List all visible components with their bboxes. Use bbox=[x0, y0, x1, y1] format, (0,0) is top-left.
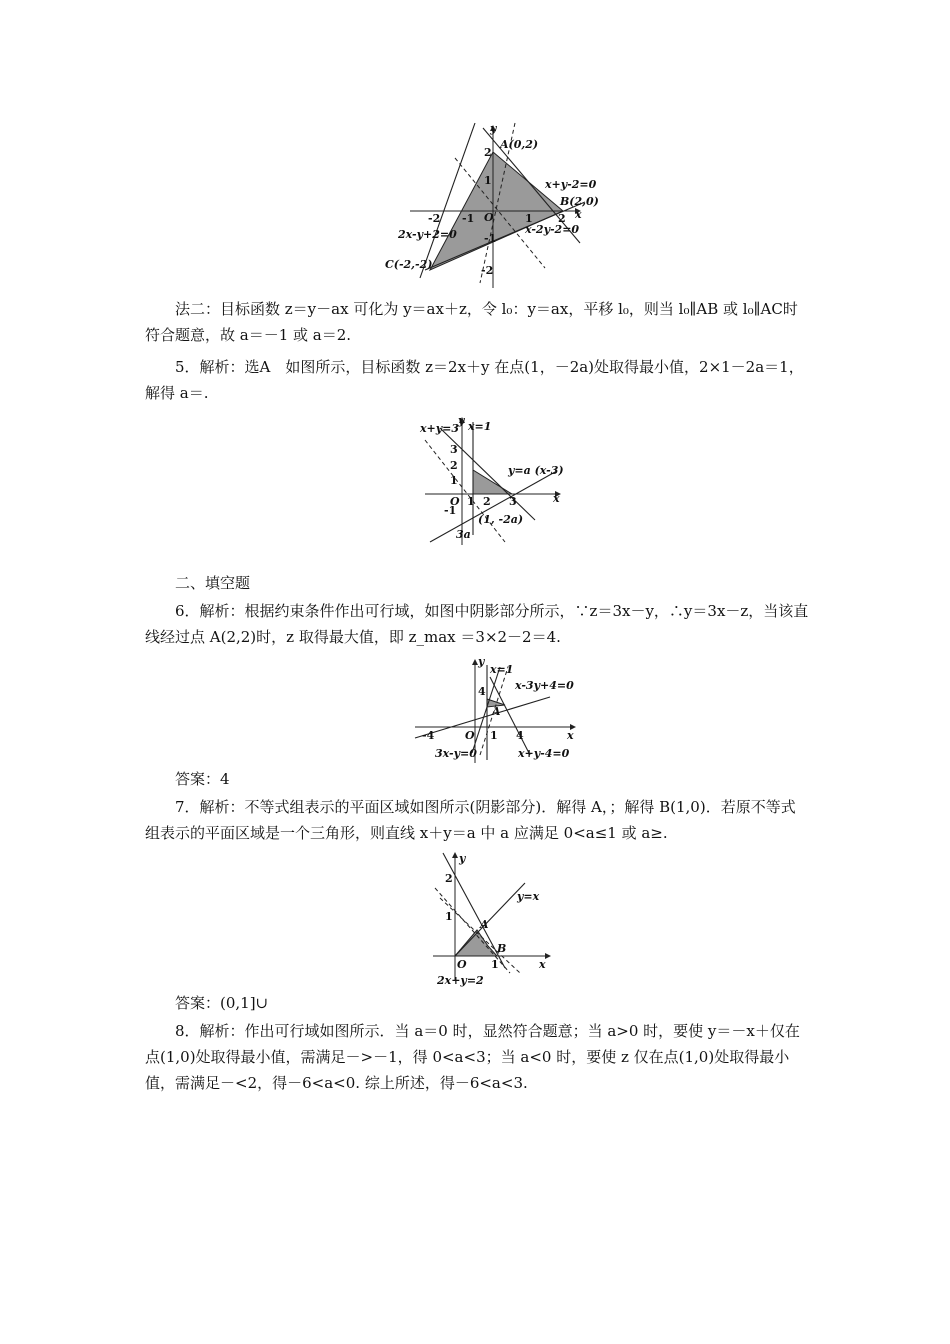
label-o: O bbox=[465, 729, 475, 742]
paragraph-q6: 6．解析：根据约束条件作出可行域，如图中阴影部分所示，∵z＝3x－y，∴y＝3x－z，当该直线经过点 A(2,2)时，z 取得最大值，即 z_max ＝3×2－2＝4. bbox=[145, 602, 809, 646]
label-x: x bbox=[567, 729, 574, 742]
tick-x3: 3 bbox=[509, 495, 517, 508]
answer-q7: 答案：(0,1]∪ bbox=[175, 994, 269, 1012]
figure-4 bbox=[425, 848, 555, 988]
label-l2: 2x+y=2 bbox=[437, 974, 484, 987]
label-l1: x=1 bbox=[490, 663, 514, 676]
tick-x1: 1 bbox=[490, 729, 498, 742]
label-o: O bbox=[457, 958, 467, 971]
label-y: y bbox=[478, 655, 485, 668]
label-l1: x+y-2=0 bbox=[545, 178, 597, 191]
tick-y2: 2 bbox=[484, 146, 492, 159]
label-l2: x=1 bbox=[468, 420, 492, 433]
label-b: B(2,0) bbox=[560, 195, 599, 208]
label-l3: 2x-y+2=0 bbox=[398, 228, 457, 241]
tick-y3: 3 bbox=[450, 443, 458, 456]
paragraph-q8: 8．解析：作出可行域如图所示．当 a＝0 时，显然符合题意；当 a>0 时，要使 y＝－x＋仅在点(1,0)处取得最小值，需满足－>－1，得 0<a<3；当 a<0 时，要使 z 仅在点(1,0)处取得最小值，需满足－<2，得－6<a<0. 综上所述，得－6<a<3. bbox=[145, 1022, 800, 1092]
tick-x2: 2 bbox=[558, 212, 566, 225]
label-x: x bbox=[575, 208, 582, 221]
tick-x1: 1 bbox=[525, 212, 533, 225]
label-x: x bbox=[553, 492, 560, 505]
label-l3: y=a (x-3) bbox=[508, 464, 564, 477]
answer-q6: 答案：4 bbox=[175, 770, 230, 788]
tick-y1: 1 bbox=[484, 174, 492, 187]
section-heading: 二、填空题 bbox=[175, 574, 251, 592]
label-l1: x+y=3 bbox=[420, 422, 460, 435]
tick-y2: 2 bbox=[445, 872, 453, 885]
label-a: A bbox=[480, 918, 489, 931]
label-a: A bbox=[492, 705, 501, 718]
label-3a: 3a bbox=[456, 528, 471, 541]
tick-x4: 4 bbox=[516, 729, 524, 742]
label-y: y bbox=[459, 852, 466, 865]
figure-2 bbox=[410, 410, 570, 550]
label-y: y bbox=[458, 414, 465, 427]
tick-x1: 1 bbox=[467, 495, 475, 508]
line-x-3y+4 bbox=[415, 697, 550, 738]
label-l1: y=x bbox=[517, 890, 540, 903]
tick-ym1: -1 bbox=[484, 232, 497, 245]
label-l2: x-2y-2=0 bbox=[525, 223, 580, 236]
figure-3 bbox=[410, 655, 580, 765]
paragraph-q5: 5．解析：选A 如图所示，目标函数 z＝2x＋y 在点(1，－2a)处取得最小值，2×1－2a＝1，解得 a＝. bbox=[145, 358, 804, 402]
figure-1 bbox=[380, 118, 600, 288]
label-b: B bbox=[497, 942, 507, 955]
tick-xm1: -1 bbox=[462, 212, 475, 225]
dashed-line-2 bbox=[435, 888, 510, 973]
label-c: C(-2,-2) bbox=[385, 258, 433, 271]
tick-y4: 4 bbox=[478, 685, 486, 698]
tick-xm4: -4 bbox=[422, 729, 435, 742]
tick-x2: 2 bbox=[483, 495, 491, 508]
label-l2: x-3y+4=0 bbox=[515, 679, 574, 692]
tick-ym2: -2 bbox=[481, 264, 494, 277]
paragraph-q7: 7．解析：不等式组表示的平面区域如图所示(阴影部分)．解得 A，；解得 B(1,0)．若原不等式组表示的平面区域是一个三角形，则直线 x＋y＝a 中 a 应满足 0<a≤1 或 a≥. bbox=[145, 798, 796, 842]
label-a: A(0,2) bbox=[500, 138, 539, 151]
label-l4: x+y-4=0 bbox=[518, 747, 570, 760]
label-o: O bbox=[484, 211, 494, 224]
label-l3: 3x-y=0 bbox=[435, 747, 477, 760]
paragraph-method-2: 法二：目标函数 z＝y－ax 可化为 y＝ax＋z，令 l₀：y＝ax，平移 l₀，则当 l₀∥AB 或 l₀∥AC时符合题意，故 a＝－1 或 a＝2. bbox=[145, 300, 798, 344]
tick-y2: 2 bbox=[450, 459, 458, 472]
tick-x1: 1 bbox=[491, 958, 499, 971]
tick-y1: 1 bbox=[445, 910, 453, 923]
label-x: x bbox=[539, 958, 546, 971]
label-o: O bbox=[450, 495, 460, 508]
tick-ym1: -1 bbox=[444, 504, 457, 517]
feasible-region bbox=[473, 470, 512, 494]
tick-xm2: -2 bbox=[428, 212, 441, 225]
label-y: y bbox=[490, 122, 497, 135]
label-point: (1, -2a) bbox=[478, 513, 524, 526]
tick-y1: 1 bbox=[450, 474, 458, 487]
